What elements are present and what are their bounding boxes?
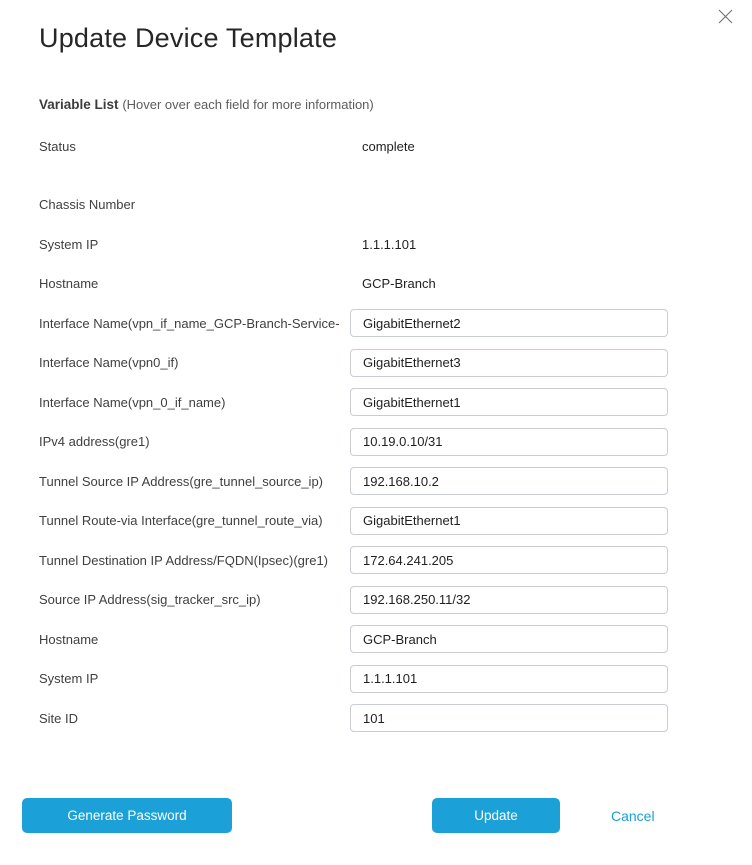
variable-row [39,264,668,304]
variable-row [39,422,668,462]
variable-value: 1.1.1.101 [362,236,417,252]
variable-label: Chassis Number [39,197,136,213]
variable-row [39,620,668,660]
variable-input[interactable] [350,586,668,614]
variable-value: GCP-Branch [362,276,436,292]
page-title: Update Device Template [39,23,338,53]
variable-label: Interface Name(vpn0_if) [39,355,179,371]
variable-row [39,225,668,265]
variable-row [39,343,668,383]
variable-input-container [350,625,668,653]
variable-label: System IP [39,671,99,687]
variable-row [39,462,668,502]
variable-label: System IP [39,236,99,252]
variable-input[interactable] [350,665,668,693]
variable-rows [39,127,668,738]
variable-row [39,699,668,739]
variable-row [39,127,668,167]
variable-input-container [350,388,668,416]
variable-value-container [350,237,668,252]
close-button[interactable] [714,5,736,27]
variable-input-container [350,349,668,377]
variable-input[interactable] [350,428,668,456]
variable-label: Hostname [39,631,99,647]
variable-label: Interface Name(vpn_if_name_GCP-Branch-Service- [39,315,340,331]
variable-label: IPv4 address(gre1) [39,434,150,450]
variable-input[interactable] [350,625,668,653]
variable-row [39,501,668,541]
variable-label: Tunnel Destination IP Address/FQDN(Ipsec)(gre1) [39,552,329,568]
variable-label: Source IP Address(sig_tracker_src_ip) [39,592,261,608]
variable-input-container [350,704,668,732]
variable-label: Hostname [39,276,99,292]
variable-input-container [350,467,668,495]
variable-row [39,541,668,581]
variable-value-container [350,276,668,291]
variable-row [39,185,668,225]
variable-row [39,383,668,423]
variable-input-container [350,309,668,337]
variable-input[interactable] [350,309,668,337]
variable-input-container [350,665,668,693]
variable-input[interactable] [350,388,668,416]
variable-input-container [350,586,668,614]
variable-input[interactable] [350,467,668,495]
variable-value-container [350,139,668,154]
update-button[interactable]: Update [432,798,560,833]
variable-value: complete [362,139,415,155]
variable-list-heading [39,96,668,114]
variable-input-container [350,507,668,535]
variable-label: Tunnel Route-via Interface(gre_tunnel_route_via) [39,513,323,529]
variable-input-container [350,428,668,456]
variable-input[interactable] [350,349,668,377]
variable-list-heading-label: Variable List [39,97,119,112]
variable-row [39,659,668,699]
variable-input[interactable] [350,546,668,574]
close-icon [718,9,733,24]
variable-label: Interface Name(vpn_0_if_name) [39,394,226,410]
variable-input-container [350,546,668,574]
dialog-footer [39,798,668,833]
variable-label: Status [39,139,76,155]
variable-list-heading-hint: (Hover over each field for more information) [122,97,374,112]
variable-input[interactable] [350,704,668,732]
variable-row [39,580,668,620]
variable-label: Tunnel Source IP Address(gre_tunnel_source_ip) [39,473,324,489]
generate-password-button[interactable]: Generate Password [22,798,232,833]
cancel-button[interactable]: Cancel [611,798,655,833]
variable-label: Site ID [39,710,79,726]
variable-row [39,304,668,344]
variable-input[interactable] [350,507,668,535]
